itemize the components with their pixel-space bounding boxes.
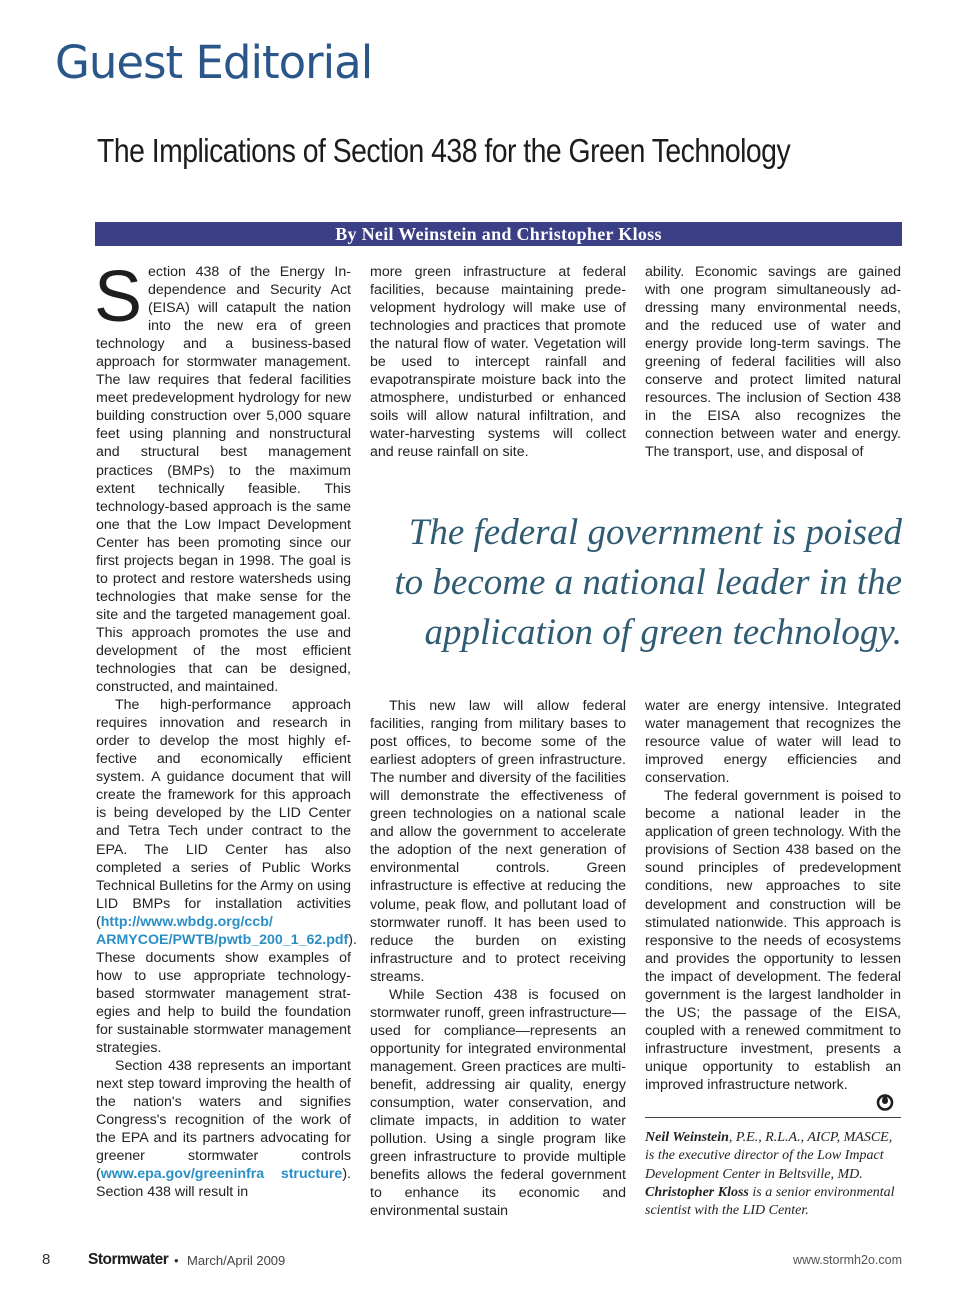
pwtb-link[interactable]: http://www.wbdg.org/ccb/ ARMYCOE/PWTB/pwtb_200_1_62.pdf — [96, 913, 349, 948]
pull-quote: The federal government is poised to become a national leader in the application of green technology. — [394, 512, 902, 653]
article-title: The Implications of Section 438 for the Green Technology — [97, 132, 791, 169]
footer-separator: • — [174, 1253, 179, 1268]
paragraph-text: water are energy intensive. Integrated water management that recognizes the resource value of water will lead to improved energy efficiencies and conservation. — [645, 698, 901, 787]
paragraph-text: This new law will allow federal facilities, ranging from military bases to post offices, to become some of the earliest adopters of green infrastructure. The number and diversity of the facilities will demonstrate the effectiveness of green technologies on a national scale and allow the government to accelerate the adoption of the next generation of environmental controls. Green infrastructure is effective at reducing the volume, peak flow, and pollutant load of stormwater runoff. It has been used to reduce the burden on existing infrastructure and to protect receiving streams. — [370, 698, 626, 985]
paragraph-text: more green infrastructure at federal facilities, because maintaining predevelopment hydrology will make use of technologies and practices that promote the natural flow of water. Vegetation will be used to intercept rainfall and evapotranspirate moisture back into the atmosphere, undisturbed or enhanced soils will allow natural infiltration, and water-harvesting systems will collect and reuse rainfall on site. — [370, 264, 626, 461]
website-url[interactable]: www.stormh2o.com — [792, 1253, 902, 1267]
stormwater-drop-icon — [876, 1093, 894, 1111]
column-3-bottom — [645, 697, 901, 1094]
byline-bar — [95, 222, 902, 246]
paragraph-text: While Section 438 is focused on stormwater runoff, green infrastructure—used for compliance—represents an opportunity for integrated environmental management. Green practices are multi-benefit, addressing air quality, energy consumption, water conservation, and climate impacts, in addition to water pollution. Using a single program like green infrastructure to provide multiple benefits allows the federal government to enhance its economic and environmental sustain — [370, 986, 626, 1220]
bio-text: , P.E., R.L.A., AICP, MASCE, is the executive director of the Low Impact Development Center in Beltsville, MD. — [645, 1130, 893, 1182]
epa-link[interactable]: www.epa.gov/greeninfra structure — [100, 1166, 343, 1183]
author-name: Christopher Kloss — [645, 1184, 749, 1200]
paragraph-text: Section 438 represents an important next step toward improving the health of the nation's waters and signifies Congress's recognition of the work of the EPA and its partners advocating for greener stormwater controls ( — [96, 1058, 351, 1183]
paragraph-text: The federal government is poised to become a national leader in the application of green technology. With the provisions of Section 438 based on the sound principles of predevelopment conditions, new approaches to site development and construction will be stimulated nationwide. This approach is responsive to the needs of ecosystems and provides the opportunity to lessen the impact of development. The federal government is the largest landholder in the US; the passage of the EISA, coupled with a renewed commitment to infrastructure investment, presents a unique opportunity to establish an improved infrastructure network. — [645, 788, 901, 1093]
paragraph-text: ). Section 438 will result in — [96, 1166, 351, 1201]
column-3-top — [645, 263, 901, 462]
paragraph — [96, 1057, 351, 1201]
author-bio — [645, 1129, 901, 1220]
section-heading: Guest Editorial — [55, 36, 373, 89]
dropcap: S — [94, 257, 143, 337]
bio-divider — [645, 1117, 901, 1118]
paragraph-text: ability. Economic savings are gained with one program simultaneously addressing many environmental needs, and the reduced use of water and energy provide long-term savings. The greening of federal facilities will also conserve and protect limited natural resources. The inclusion of Section 438 in the EISA also recognizes the connection between water and energy. The transport, use, and disposal of — [645, 264, 901, 461]
paragraph-text: ). These documents show examples of how to use appropriate technology-based stormwater management strategies and help to build the foundation for sustainable stormwater management strategies. — [96, 931, 357, 1057]
column-2-bottom — [370, 697, 626, 1220]
paragraph-text: ection 438 of the Energy Independence and Security Act (EISA) will catapult the nation into the new era of green technology and a business-based approach for stormwater management. The law requires that federal facilities meet predevelopment hydrology for new building construction over 5,000 square feet using planning and nonstructural and structural best management practices (BMPs) to the maximum extent technically feasible. This technology-based approach is the same one that the Low Impact Development Center has been promoting since our first projects began in 1998. The goal is to protect and restore watersheds using technologies that make sense for the site and the targeted management goal. This approach promotes the use and development of the most efficient technologies that can be designed, constructed, and maintained. — [96, 264, 351, 696]
column-2-top — [370, 263, 626, 462]
publication-name: Stormwater — [88, 1251, 169, 1268]
author-name: Neil Weinstein — [645, 1130, 729, 1145]
column-1 — [94, 257, 357, 1201]
page-number: 8 — [42, 1251, 51, 1268]
issue-date: March/April 2009 — [187, 1253, 286, 1268]
byline: By Neil Weinstein and Christopher Kloss — [335, 224, 662, 244]
paragraph-text: The high-performance approach requires innovation and research in order to develop the most highly effective and economically efficient system. A guidance document that will create the framework for this approach is being developed by the LID Center and Tetra Tech under contract to the EPA. The LID Center has also completed a series of Public Works Technical Bulletins for the Army on using LID BMPs for installation activities ( — [96, 697, 351, 930]
paragraph — [96, 696, 357, 1057]
bio-text: is a senior environmental scientist with the LID Center. — [645, 1184, 895, 1219]
paragraph — [94, 257, 351, 696]
